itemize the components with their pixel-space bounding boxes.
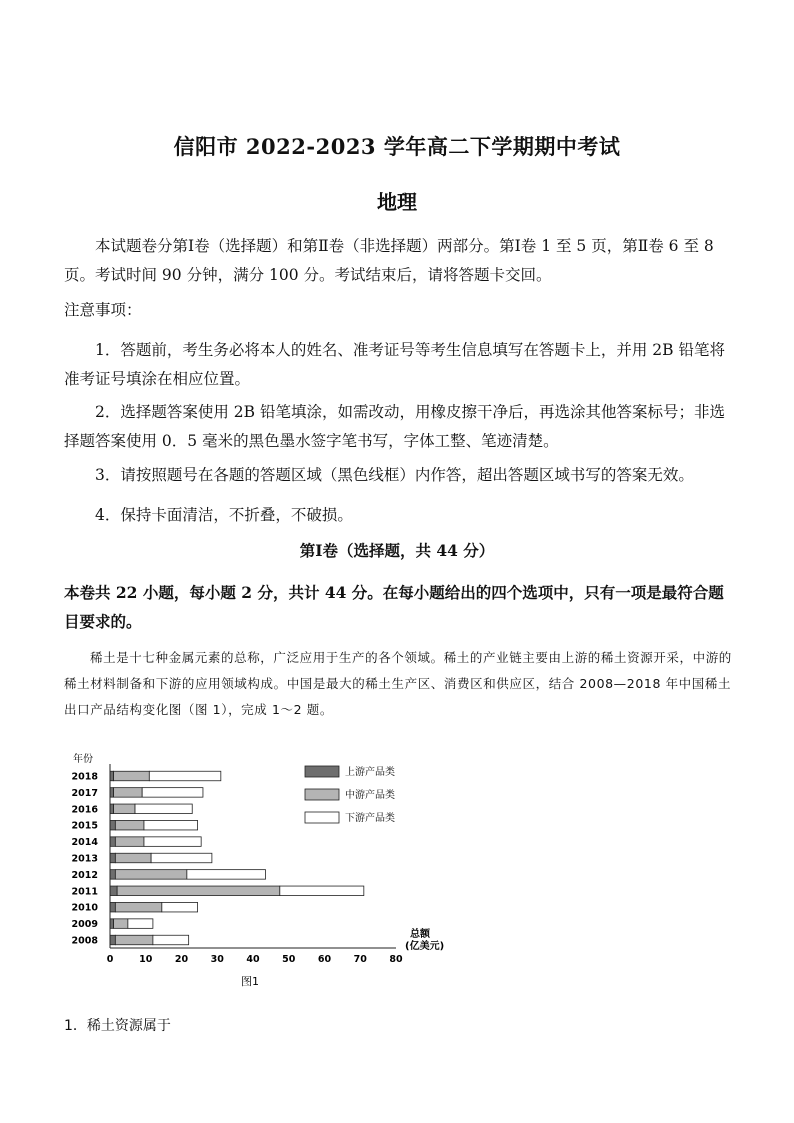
x-tick-label: 70 xyxy=(353,954,367,965)
bar-2010-series-2 xyxy=(115,902,161,912)
y-axis-label: 年份 xyxy=(73,754,93,765)
y-tick-label: 2012 xyxy=(71,869,98,881)
y-tick-label: 2008 xyxy=(71,935,98,947)
notice-heading: 注意事项： xyxy=(64,301,142,319)
x-tick-label: 0 xyxy=(106,954,114,965)
y-tick-label: 2018 xyxy=(71,771,98,783)
bar-2015-series-2 xyxy=(115,820,144,830)
bar-2012-series-2 xyxy=(115,870,187,880)
notice-rule-3: 3．请按照题号在各题的答题区域（黑色线框）内作答，超出答题区域书写的答案无效。 xyxy=(95,466,694,484)
section-title: 第Ⅰ卷（选择题，共 44 分） xyxy=(299,541,495,560)
y-tick-label: 2017 xyxy=(71,787,98,799)
y-tick-label: 2013 xyxy=(71,853,98,865)
subject-title: 地理 xyxy=(377,190,417,214)
bar-2012-series-1 xyxy=(110,870,115,880)
bar-2014-series-2 xyxy=(115,837,144,847)
x-axis-label-line1: 总额 xyxy=(410,929,430,940)
y-tick-label: 2016 xyxy=(71,804,98,816)
bar-2016-series-2 xyxy=(114,804,135,814)
bar-2008-series-2 xyxy=(115,935,153,945)
notice-rule-2: 2．选择题答案使用 2B 铅笔填涂，如需改动，用橡皮擦干净后，再选涂其他答案标号；非选择题答案使用 0．5 毫米的黑色墨水签字笔书写，字体工整、笔迹清楚。 xyxy=(64,403,725,450)
legend-swatch-2 xyxy=(305,789,339,800)
export-structure-chart xyxy=(60,740,460,1000)
bar-2014-series-1 xyxy=(110,837,115,847)
bar-2013-series-2 xyxy=(115,853,151,863)
y-tick-label: 2014 xyxy=(71,837,98,849)
y-tick-label: 2011 xyxy=(71,886,98,898)
bar-2012-series-3 xyxy=(187,870,266,880)
exam-intro: 本试题卷分第Ⅰ卷（选择题）和第Ⅱ卷（非选择题）两部分。第Ⅰ卷 1 至 5 页，第Ⅱ卷 6 至 8 页。考试时间 90 分钟，满分 100 分。考试结束后，请将答题卡交回。 xyxy=(64,237,714,284)
legend-swatch-3 xyxy=(305,812,339,823)
bar-2011-series-2 xyxy=(117,886,280,896)
bar-2008-series-3 xyxy=(153,935,189,945)
x-axis-label-line2: (亿美元) xyxy=(405,941,445,952)
chart-legend xyxy=(305,765,395,824)
bar-2018-series-2 xyxy=(114,771,150,781)
x-tick-label: 60 xyxy=(317,954,332,965)
reading-passage: 稀土是十七种金属元素的总称，广泛应用于生产的各个领域。稀土的产业链主要由上游的稀土资源开采，中游的稀土材料制备和下游的应用领域构成。中国是最大的稀土生产区、消费区和供应区，结合 2008—2018 年中国稀土出口产品结构变化图（图 1），完成 1～2 题。 xyxy=(64,650,732,717)
bar-2009-series-1 xyxy=(110,919,114,929)
y-tick-label: 2010 xyxy=(71,902,98,914)
x-tick-label: 20 xyxy=(174,954,189,965)
bar-2009-series-3 xyxy=(128,919,153,929)
bar-2018-series-3 xyxy=(149,771,221,781)
bar-2016-series-3 xyxy=(135,804,192,814)
bar-2013-series-3 xyxy=(151,853,212,863)
bar-2017-series-2 xyxy=(114,788,143,798)
legend-label-3: 下游产品类 xyxy=(345,813,395,824)
y-tick-label: 2009 xyxy=(71,919,98,931)
bar-2015-series-1 xyxy=(110,820,115,830)
bar-2013-series-1 xyxy=(110,853,115,863)
exam-title: 信阳市 2022-2023 学年高二下学期期中考试 xyxy=(173,134,621,159)
question-1: 1．稀土资源属于 xyxy=(64,1018,171,1034)
notice-rule-4: 4．保持卡面清洁，不折叠，不破损。 xyxy=(95,506,353,524)
x-tick-label: 30 xyxy=(210,954,224,965)
bar-2008-series-1 xyxy=(110,935,115,945)
legend-label-2: 中游产品类 xyxy=(345,790,395,801)
bar-2015-series-3 xyxy=(144,820,198,830)
x-tick-label: 10 xyxy=(139,954,153,965)
bar-2017-series-1 xyxy=(110,788,114,798)
x-tick-label: 50 xyxy=(282,954,296,965)
bar-2009-series-2 xyxy=(114,919,128,929)
bar-2017-series-3 xyxy=(142,788,203,798)
x-tick-label: 40 xyxy=(246,954,260,965)
bar-2011-series-3 xyxy=(280,886,364,896)
bar-2010-series-3 xyxy=(162,902,198,912)
bar-2010-series-1 xyxy=(110,902,115,912)
bar-2018-series-1 xyxy=(110,771,114,781)
bar-2011-series-1 xyxy=(110,886,117,896)
legend-swatch-1 xyxy=(305,766,339,777)
legend-label-1: 上游产品类 xyxy=(345,767,395,778)
bar-2016-series-1 xyxy=(110,804,114,814)
section-description: 本卷共 22 小题，每小题 2 分，共计 44 分。在每小题给出的四个选项中，只有一项是最符合题目要求的。 xyxy=(64,583,724,631)
y-tick-label: 2015 xyxy=(71,820,98,832)
figure-caption: 图1 xyxy=(241,975,259,988)
x-tick-label: 80 xyxy=(389,954,403,965)
notice-rule-1: 1．答题前，考生务必将本人的姓名、准考证号等考生信息填写在答题卡上，并用 2B 铅笔将准考证号填涂在相应位置。 xyxy=(64,341,725,388)
bar-2014-series-3 xyxy=(144,837,201,847)
